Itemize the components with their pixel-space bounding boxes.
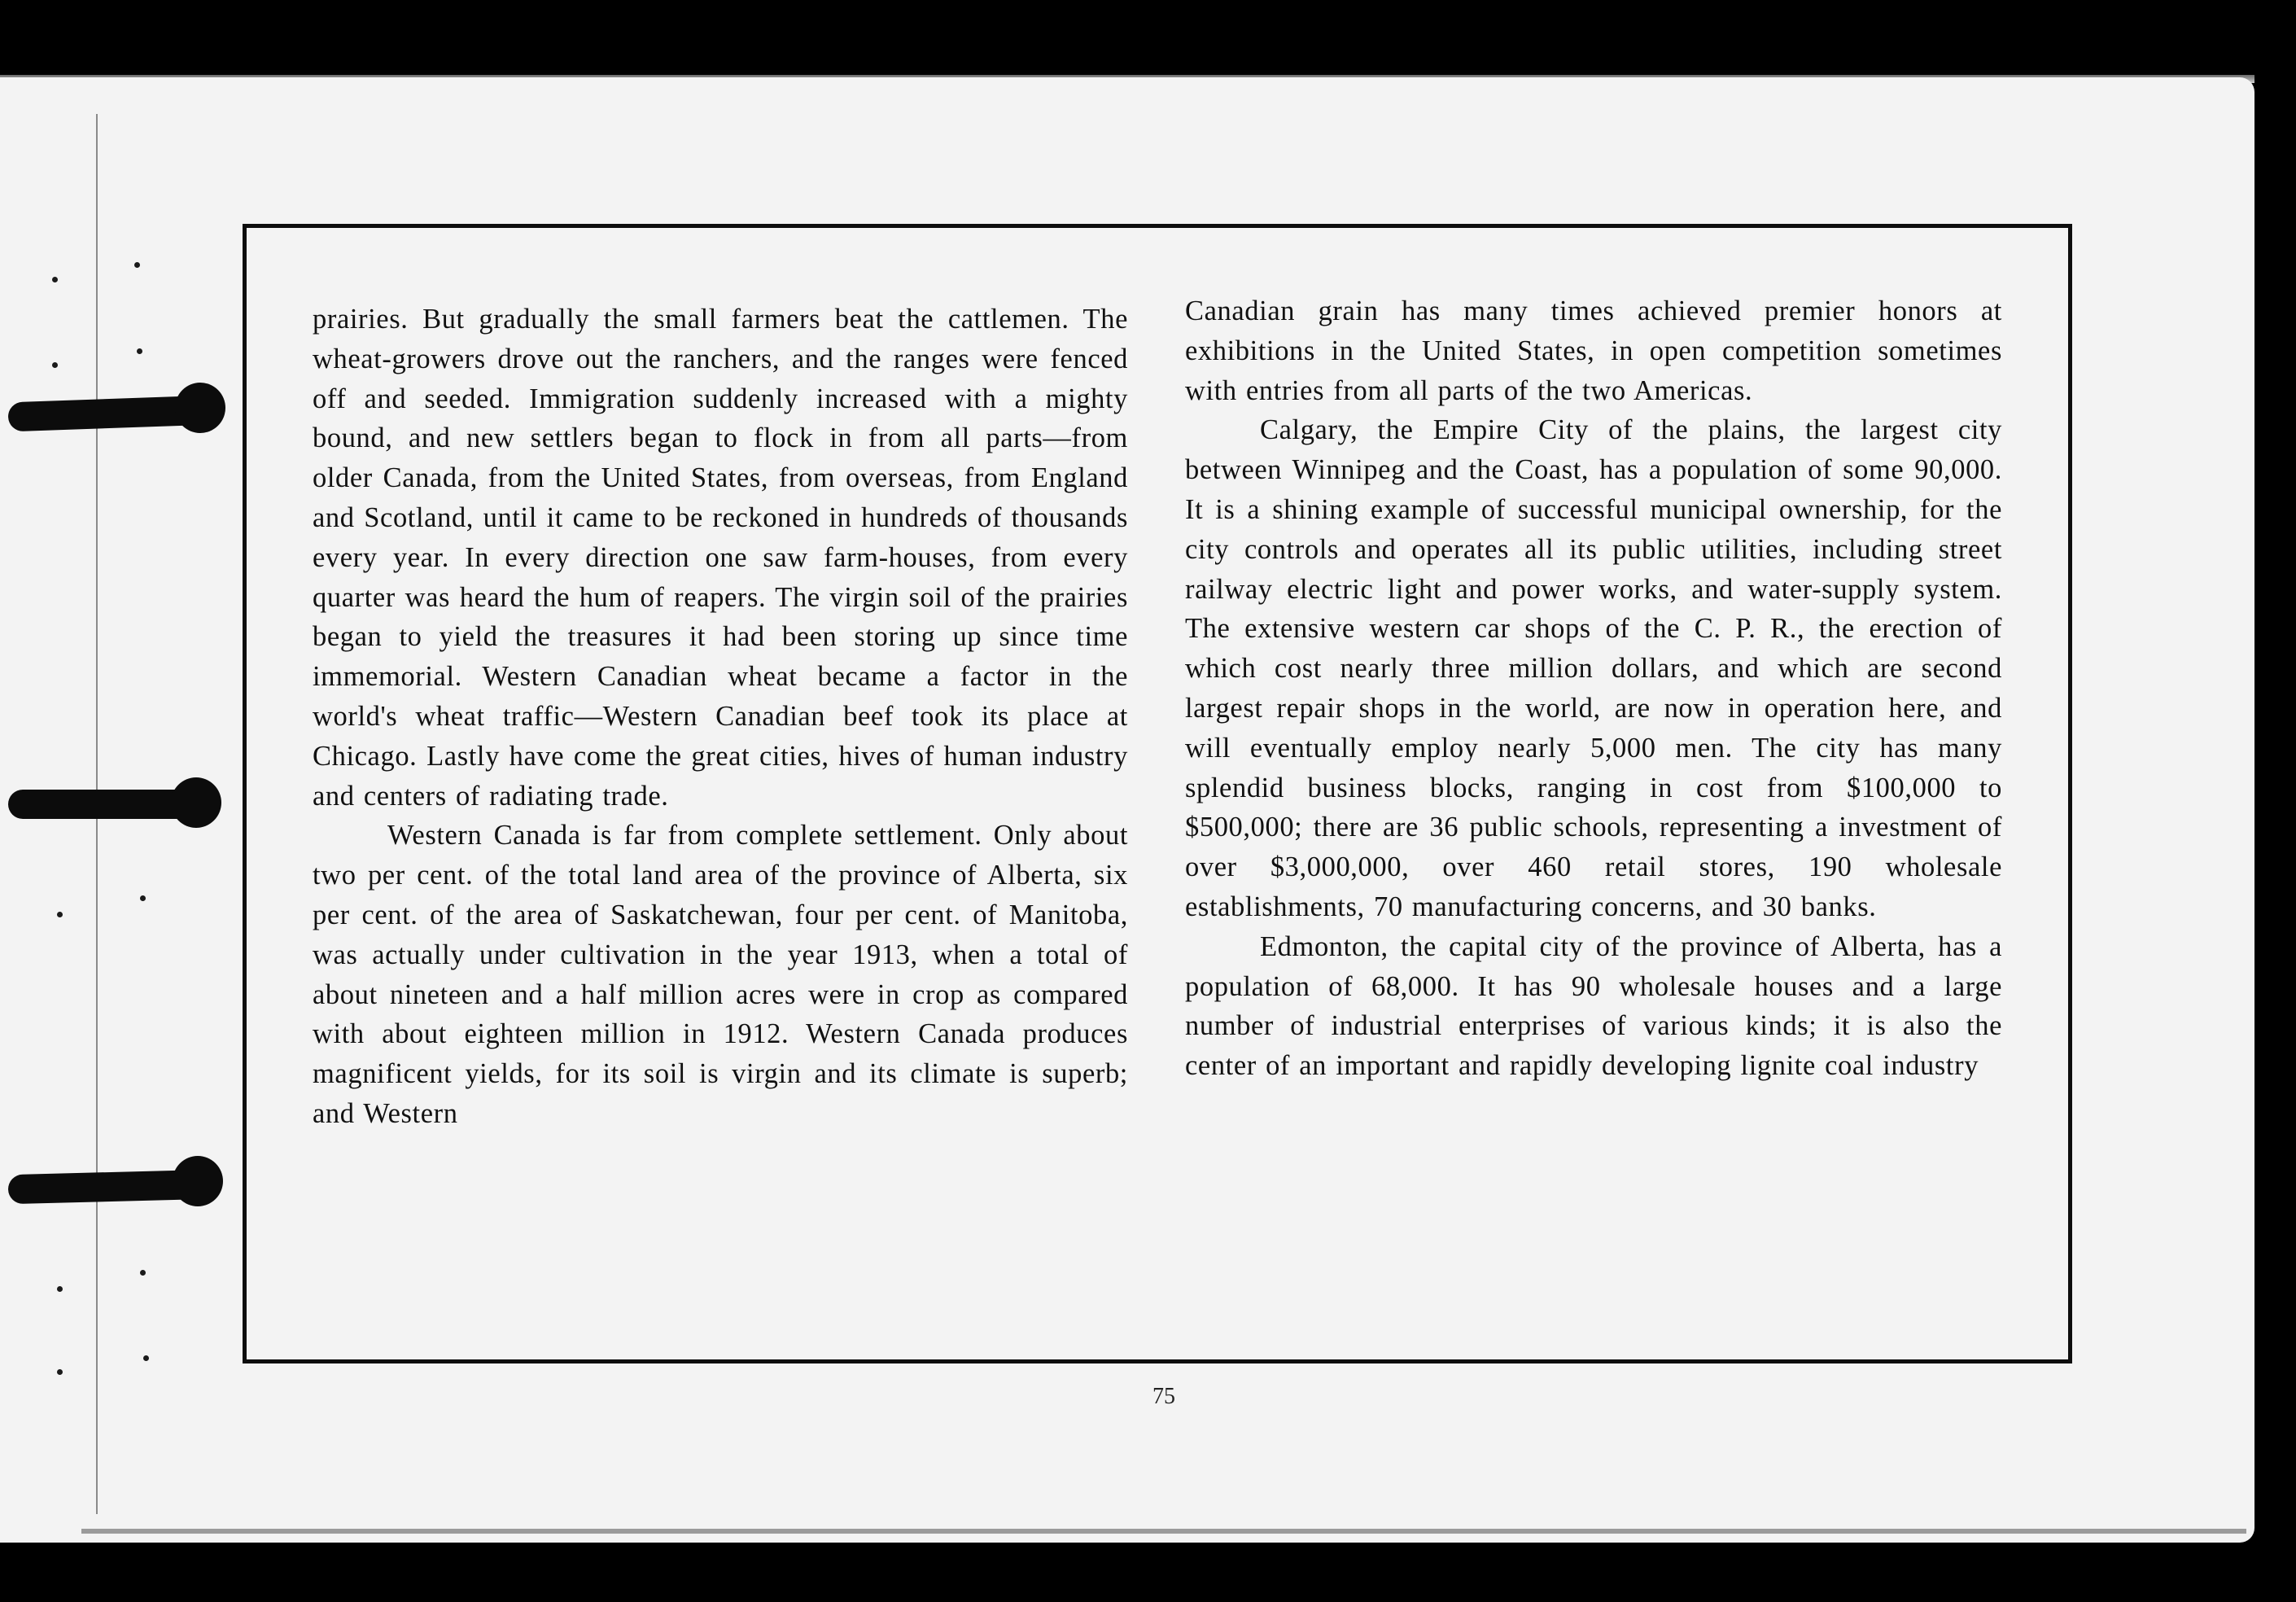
punch-hole-mark [52,362,58,368]
left-text-column [313,300,1128,1134]
punch-hole-mark [57,912,63,917]
binder-ring-middle-end [171,777,221,828]
paragraph: Edmonton, the capital city of the province of Alberta, has a population of 68,000. It has 90 wholesale houses and a large number of industrial enterprises of various kinds; it is also the center of an important and rapidly developing lignite coal industry [1185,930,2002,1082]
paragraph: Canadian grain has many times achieved premier honors at exhibitions in the United States, in open competition sometimes with entries from all parts of the two Americas. [1185,295,2002,406]
paragraph: Calgary, the Empire City of the plains, the largest city between Winnipeg and the Coast, has a population of some 90,000. It is a shining example of successful municipal ownership, for the city controls and operates all its public utilities, including street railway electric light and power works, and water-supply system. The extensive western car shops of the C. P. R., the erection of which cost nearly three million dollars, and which are second largest repair shops in the world, are now in operation here, and will eventually employ nearly 5,000 men. The city has many splendid business blocks, ranging in cost from $100,000 to $500,000; there are 36 public schools, representing a investment of over $3,000,000, over 460 retail stores, 190 wholesale establishments, 70 manufacturing concerns, and 30 banks. [1185,414,2002,922]
punch-hole-mark [134,262,140,268]
binder-ring-bottom-end [173,1156,223,1206]
paragraph: Western Canada is far from complete settlement. Only about two per cent. of the total land area of the province of Alberta, six per cent. of the area of Saskatchewan, four per cent. of Manitoba, was actually under cultivation in the year 1913, when a total of about nineteen and a half million acres were in crop as compared with about eighteen million in 1912. Western Canada produces magnificent yields, for its soil is virgin and its climate is superb; and Western [313,820,1128,1129]
paragraph: prairies. But gradually the small farmers beat the cattlemen. The wheat-growers drove out the ranchers, and the ranges were fenced off and seeded. Immigration suddenly increased with a mighty bound, and new settlers began to flock in from all parts—from older Canada, from the United States, from overseas, from England and Scotland, until it came to be reckoned in hundreds of thousands every year. In every direction one saw farm-houses, from every quarter was heard the hum of reapers. The virgin soil of the prairies began to yield the treasures it had been storing up since time immemorial. Western Canadian wheat became a factor in the world's wheat traffic—Western Canadian beef took its place at Chicago. Lastly have come the great cities, hives of human industry and centers of radiating trade. [313,304,1128,812]
punch-hole-mark [57,1369,63,1375]
binder-ring-top-end [175,383,225,433]
page-number: 75 [1152,1384,1175,1409]
punch-hole-mark [137,348,142,354]
punch-hole-mark [57,1286,63,1292]
punch-hole-mark [143,1355,149,1361]
punch-hole-mark [140,1270,146,1276]
page-bottom-edge [81,1529,2246,1534]
right-text-column [1185,291,2002,1086]
punch-hole-mark [140,895,146,901]
punch-hole-mark [52,277,58,282]
